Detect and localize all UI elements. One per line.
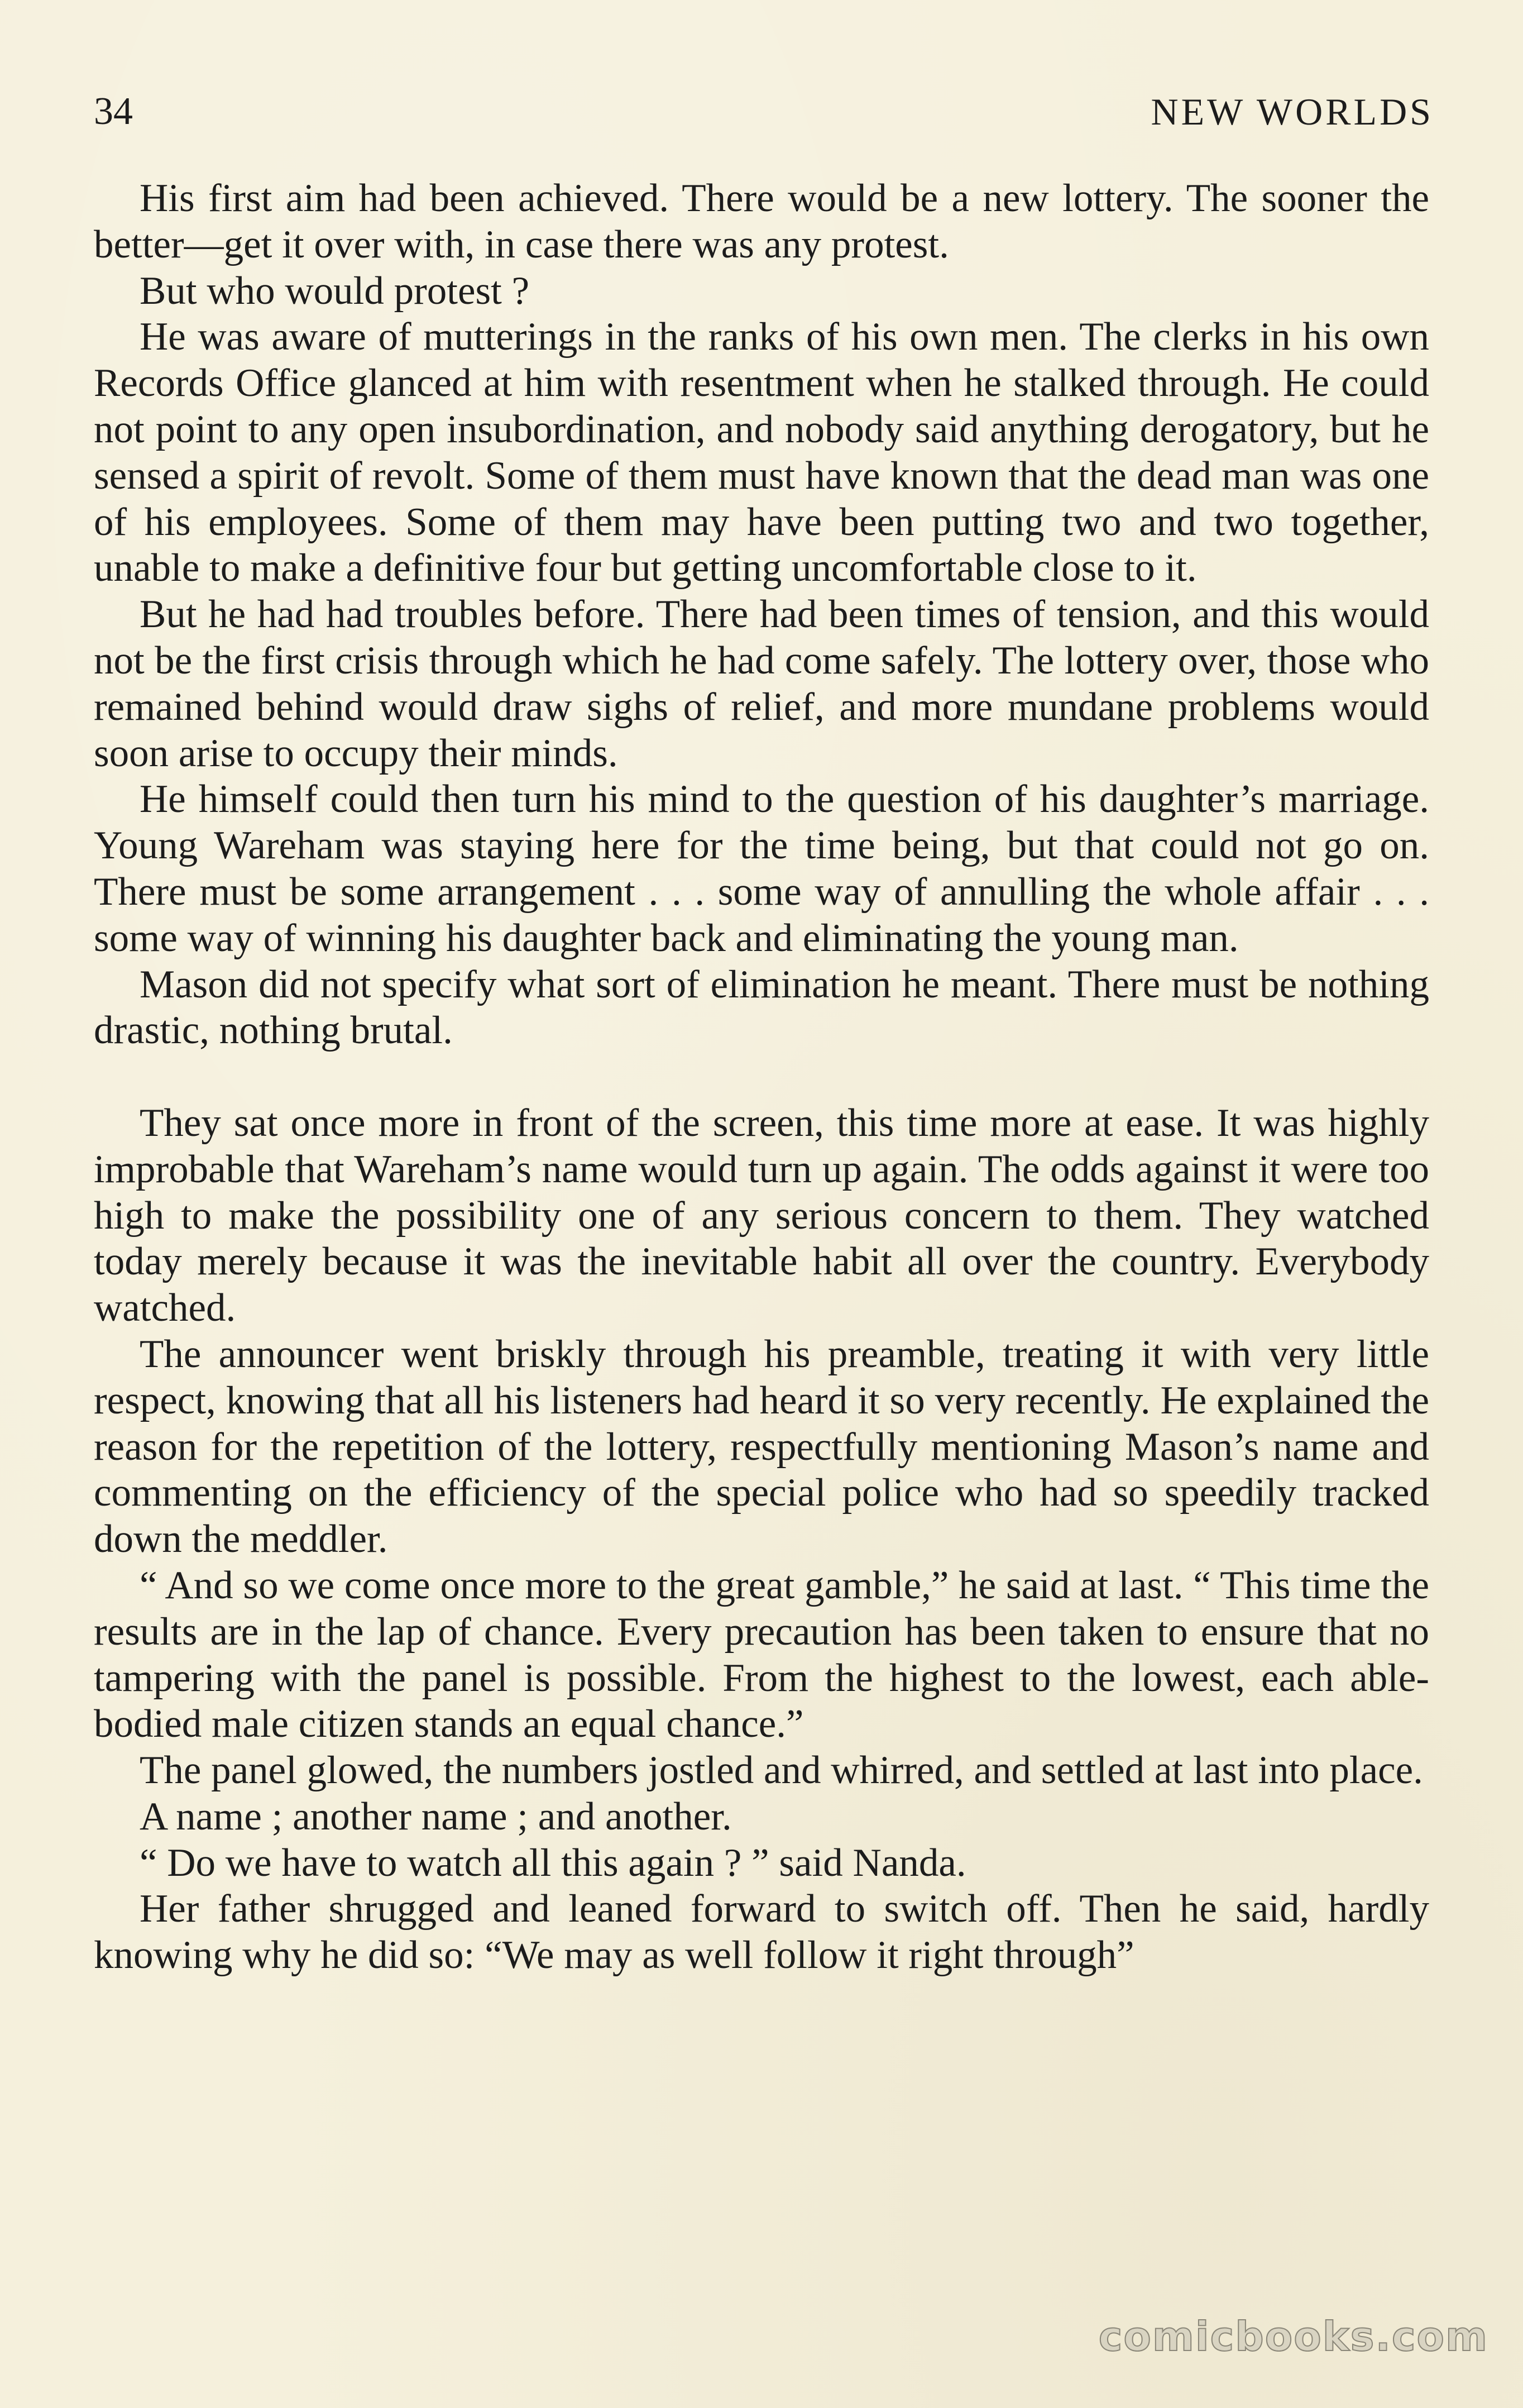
paragraph: But he had had troubles before. There had been times of tension, and this would not be the first crisis through which he had come safely. The lottery over, those who remained behind would draw sighs of relief, and more mundane problems would soon arise to occupy their minds. — [94, 593, 1429, 775]
paragraph: His first aim had been achieved. There would be a new lottery. The sooner the better—get it over with, in case there was any protest. — [94, 176, 1429, 266]
body-text — [94, 175, 1429, 1979]
running-head: NEW WORLDS — [1151, 90, 1434, 133]
page-header — [94, 84, 1434, 140]
paragraph: A name ; another name ; and another. — [140, 1794, 732, 1838]
paragraph: The panel glowed, the numbers jostled and whirred, and settled at last into place. — [140, 1748, 1423, 1793]
watermark: comicbooks.com — [1098, 2313, 1488, 2360]
paragraph: Mason did not specify what sort of elimination he meant. There must be nothing drastic, nothing brutal. — [94, 962, 1429, 1053]
page-number: 34 — [94, 90, 133, 133]
paragraph: The announcer went briskly through his preamble, treating it with very little respect, knowing that all his listeners had heard it so very recently. He explained the reason for the repetition of the lottery, respectfully mentioning Mason’s name and commenting on the efficiency of the special police who had so speedily tracked down the meddler. — [94, 1332, 1429, 1561]
paragraph: Her father shrugged and leaned forward to switch off. Then he said, hardly knowing why he did so: “We may as well follow it right through” — [94, 1887, 1429, 1977]
paragraph: He was aware of mutterings in the ranks of his own men. The clerks in his own Records Office glanced at him with resentment when he stalked through. He could not point to any open insubordination, and nobody said anything derogatory, but he sensed a spirit of revolt. Some of them must have known that the dead man was one of his employees. Some of them may have been putting two and two together, unable to make a definitive four but getting uncomfortable close to it. — [94, 315, 1429, 590]
paragraph: “ Do we have to watch all this again ? ” said Nanda. — [140, 1841, 966, 1885]
paragraph: But who would protest ? — [140, 269, 530, 313]
paragraph: “ And so we come once more to the great gamble,” he said at last. “ This time the results are in the lap of chance. Every precaution has been taken to ensure that no tampering with the panel is possible. From the highest to the lowest, each able-bodied male citizen stands an equal chance.” — [94, 1563, 1429, 1746]
paragraph: They sat once more in front of the screen, this time more at ease. It was highly improbable that Wareham’s name would turn up again. The odds against it were too high to make the possibility one of any serious concern to them. They watched today merely because it was the inevitable habit all over the country. Everybody watched. — [94, 1101, 1429, 1330]
paragraph: He himself could then turn his mind to the question of his daughter’s marriage. Young Wareham was staying here for the time being, but that could not go on. There must be some arrangement . . . some way of annulling the whole affair . . . some way of winning his daughter back and eliminating the young man. — [94, 777, 1429, 960]
